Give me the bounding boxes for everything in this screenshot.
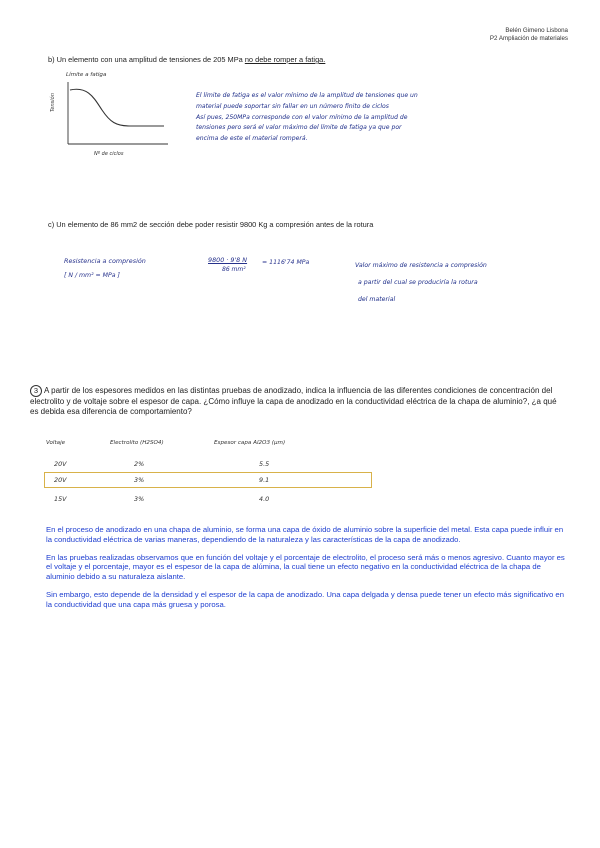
table-cell: 15V — [54, 495, 67, 503]
answer-b-line: El límite de fatiga es el valor mínimo de la amplitud de tensiones que un — [196, 92, 418, 99]
answer-c — [355, 257, 585, 308]
graph-xlabel: Nº de ciclos — [94, 151, 124, 157]
answer-c-line: del material — [358, 296, 396, 303]
answer-c-line: Valor máximo de resistencia a compresión — [355, 262, 487, 269]
table-cell: 5.5 — [259, 460, 270, 468]
answer-b-line: encima de este el material romperá. — [196, 135, 308, 143]
answer-3-paragraph: Sin embargo, esto depende de la densidad y el espesor de la capa de anodizado. Una capa delgada y densa puede tener un efecto más significativo en la conductividad que una capa más gruesa y porosa. — [46, 589, 564, 609]
author-name: Belén Gimeno Lisbona — [505, 27, 568, 34]
formula-title: Resistencia a compresión — [64, 257, 146, 265]
calc-numerator: 9800 · 9'8 N — [208, 256, 248, 264]
answer-3-paragraph: En las pruebas realizadas observamos que en función del voltaje y el porcentaje de electrolito, el proceso será más o menos agresivo. Cuanto mayor es el voltaje y el porcentaje, mayor es el espesor de la capa de alúmina, la cual tiene un efecto negativo en la conductividad eléctrica de la chapa de aluminio debido a su naturaleza aislante. — [46, 552, 565, 582]
graph-title: Límite a fatiga — [66, 72, 107, 78]
answer-b-line: tensiones pero será el valor máximo del límite de fatiga ya que por — [196, 124, 402, 132]
question-b-text: b) Un elemento con una amplitud de tensiones de 205 MPa — [48, 55, 245, 64]
table-header: Voltaje — [46, 440, 66, 446]
highlighted-row-border — [44, 472, 372, 488]
answer-b — [196, 91, 556, 145]
table-cell: 3% — [134, 495, 145, 503]
formula-units: [ N / mm² = MPa ] — [64, 272, 120, 279]
calc-result: = 1116'74 MPa — [262, 259, 310, 266]
table-header: Electrolito (H2SO4) — [110, 440, 164, 446]
graph-ylabel: Tensión — [50, 93, 56, 112]
subject-name: P2 Ampliación de materiales — [489, 35, 568, 42]
table-cell: 2% — [134, 460, 145, 468]
answer-c-line: a partir del cual se produciría la rotura — [358, 279, 478, 286]
table-cell: 9.1 — [259, 476, 270, 484]
anodizing-table — [44, 440, 374, 510]
table-cell: 20V — [54, 476, 67, 484]
fatigue-curve-svg — [60, 78, 180, 148]
calc-denominator: 86 mm² — [222, 266, 246, 273]
question-3 — [30, 385, 560, 416]
fatigue-curve — [70, 89, 164, 126]
question-3-number: 3 — [30, 385, 42, 397]
table-cell: 3% — [134, 476, 145, 484]
page-header — [490, 27, 568, 43]
answer-b-line: Así pues, 250MPa corresponde con el valor mínimo de la amplitud de — [196, 113, 408, 121]
answer-3-paragraph: En el proceso de anodizado en una chapa de aluminio, se forma una capa de óxido de aluminio sobre la superficie del metal. Esta capa puede influir en la conductividad eléctrica de varias maneras, dependiendo de la naturaleza y las características de la capa de anodizado. — [46, 525, 564, 544]
question-3-text: A partir de los espesores medidos en las distintas pruebas de anodizado, indica la influencia de las diferentes condiciones de concentración del electrolito y de voltaje sobre el espesor de capa. ¿Cómo influye la capa de anodizado en la conductividad eléctrica de la chapa de aluminio?, ¿a qué es debida esa diferencia de comportamiento? — [30, 386, 557, 416]
question-b-underlined: no debe romper a fatiga. — [244, 55, 326, 64]
answer-b-line: material puede soportar sin fallar en un número finito de ciclos — [196, 102, 389, 110]
table-cell: 20V — [54, 460, 67, 468]
table-header: Espesor capa Al2O3 (µm) — [214, 440, 286, 446]
fatigue-graph — [50, 72, 180, 162]
table-cell: 4.0 — [259, 495, 270, 503]
question-c-text: c) Un elemento de 86 mm2 de sección debe poder resistir 9800 Kg a compresión antes de la rotura — [48, 220, 374, 229]
question-b — [48, 55, 325, 64]
answer-3 — [46, 525, 566, 618]
